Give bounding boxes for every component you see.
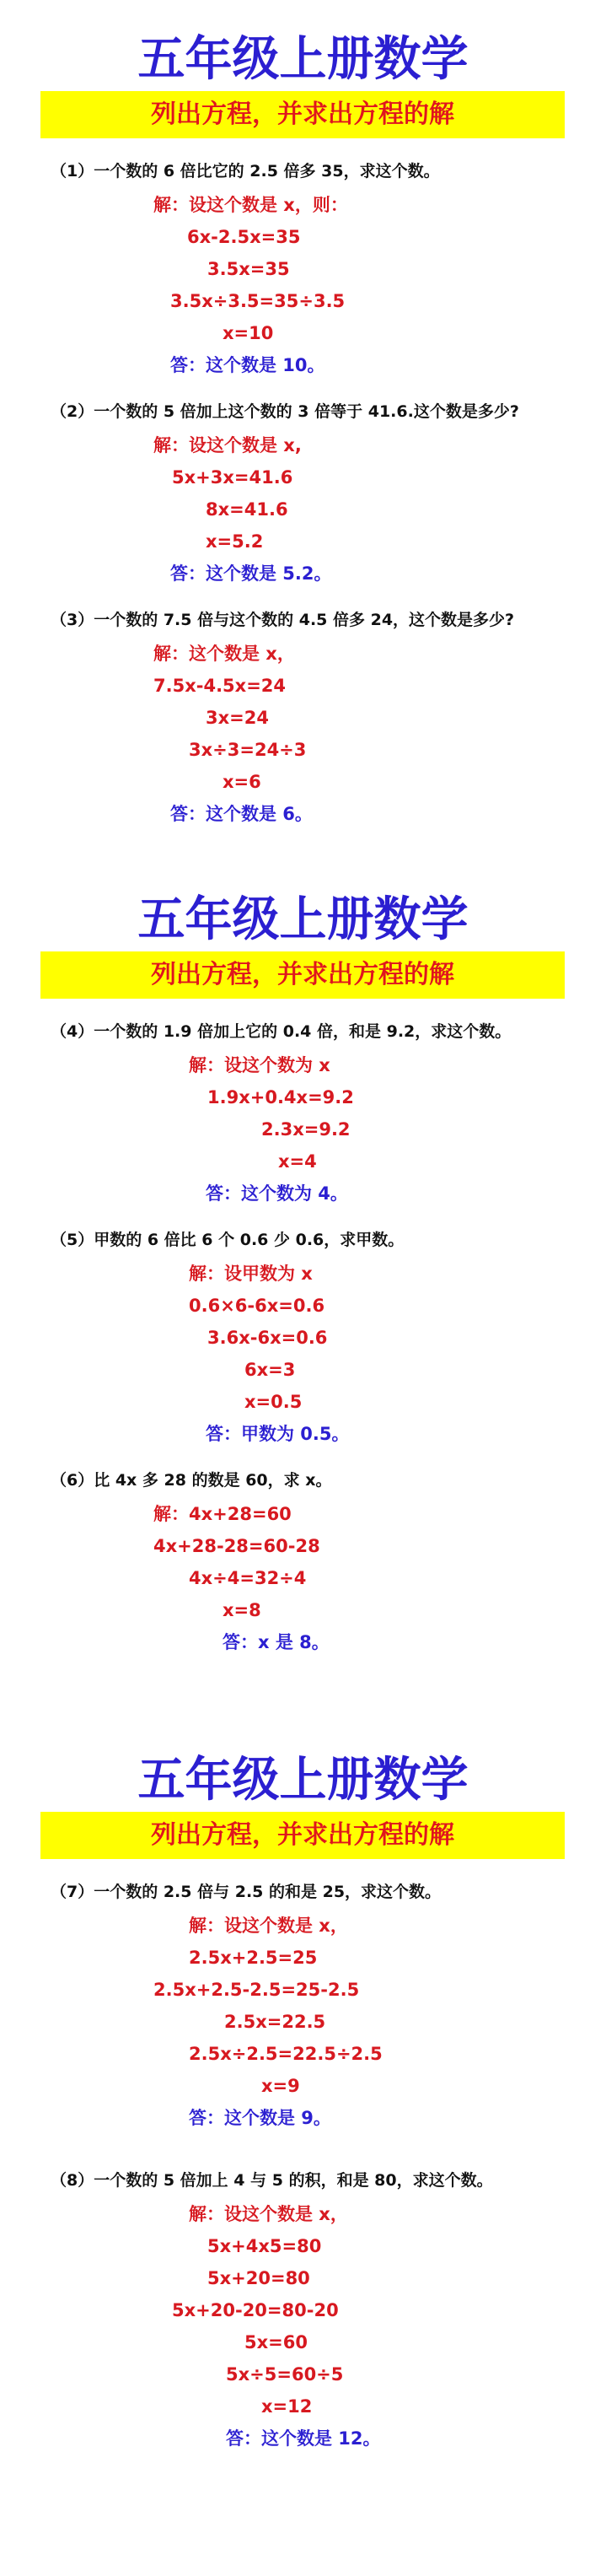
solution-step: 2.5x+2.5-2.5=25-2.5: [153, 1980, 360, 2000]
solution-step: 解：4x+28=60: [153, 1504, 292, 1524]
solution-step: 3x=24: [206, 708, 269, 728]
subtitle-banner: 列出方程，并求出方程的解: [40, 951, 565, 999]
answer-line: 答：这个数是 12。: [226, 2428, 381, 2449]
solution-step: 7.5x-4.5x=24: [153, 676, 287, 696]
solution-step: x=5.2: [206, 531, 264, 552]
solution-step: 2.3x=9.2: [261, 1119, 351, 1140]
answer-line: 答：这个数是 5.2。: [170, 563, 332, 584]
problem-question: （1）一个数的 6 倍比它的 2.5 倍多 35，求这个数。: [51, 162, 440, 181]
answer-line: 答：x 是 8。: [223, 1632, 330, 1652]
problem-question: （3）一个数的 7.5 倍与这个数的 4.5 倍多 24，这个数是多少?: [51, 611, 515, 629]
solution-step: 解：设这个数是 x,: [153, 435, 302, 455]
page-title: 五年级上册数学: [137, 892, 469, 947]
solution-step: 4x+28-28=60-28: [153, 1536, 320, 1556]
solution-step: 5x+20-20=80-20: [172, 2300, 339, 2320]
solution-step: 8x=41.6: [206, 499, 288, 520]
solution-step: 5x+20=80: [207, 2268, 310, 2288]
solution-step: 5x÷5=60÷5: [226, 2364, 344, 2385]
solution-step: 解：设这个数是 x，: [189, 2204, 348, 2224]
problem-question: （5）甲数的 6 倍比 6 个 0.6 少 0.6，求甲数。: [51, 1231, 405, 1249]
solution-step: 6x-2.5x=35: [187, 227, 301, 247]
solution-step: x=8: [223, 1600, 261, 1620]
page-title: 五年级上册数学: [137, 1752, 469, 1808]
solution-step: 6x=3: [244, 1360, 296, 1380]
solution-step: 解：设这个数是 x，: [189, 1916, 348, 1936]
solution-step: x=9: [261, 2076, 300, 2096]
solution-step: 0.6×6-6x=0.6: [189, 1296, 325, 1316]
solution-step: 3.6x-6x=0.6: [207, 1328, 328, 1348]
solution-step: 5x=60: [244, 2332, 308, 2352]
solution-step: 2.5x+2.5=25: [189, 1948, 318, 1968]
solution-step: 5x+4x5=80: [207, 2236, 322, 2256]
solution-step: 4x÷4=32÷4: [189, 1568, 307, 1588]
solution-step: 1.9x+0.4x=9.2: [207, 1087, 354, 1107]
page-title: 五年级上册数学: [137, 31, 469, 87]
subtitle-banner: 列出方程，并求出方程的解: [40, 1812, 565, 1859]
answer-line: 答：甲数为 0.5。: [206, 1424, 350, 1444]
solution-step: 3.5x÷3.5=35÷3.5: [170, 291, 346, 311]
subtitle-banner: 列出方程，并求出方程的解: [40, 91, 565, 138]
answer-line: 答：这个数为 4。: [206, 1183, 348, 1204]
solution-step: 解：设甲数为 x: [189, 1264, 313, 1284]
solution-step: x=4: [278, 1151, 317, 1172]
problem-question: （2）一个数的 5 倍加上这个数的 3 倍等于 41.6.这个数是多少?: [51, 402, 519, 421]
answer-line: 答：这个数是 6。: [170, 804, 313, 824]
solution-step: 2.5x÷2.5=22.5÷2.5: [189, 2044, 383, 2064]
solution-step: x=0.5: [244, 1392, 303, 1412]
answer-line: 答：这个数是 10。: [170, 355, 325, 375]
solution-step: x=6: [223, 772, 261, 792]
solution-step: x=12: [261, 2396, 313, 2417]
problem-question: （6）比 4x 多 28 的数是 60，求 x。: [51, 1471, 332, 1490]
solution-step: 解：设这个数是 x，则：: [153, 195, 348, 215]
problem-question: （4）一个数的 1.9 倍加上它的 0.4 倍，和是 9.2，求这个数。: [51, 1022, 512, 1041]
problem-question: （7）一个数的 2.5 倍与 2.5 的和是 25，求这个数。: [51, 1883, 442, 1901]
solution-step: 5x+3x=41.6: [172, 467, 293, 488]
solution-step: 解：这个数是 x，: [153, 644, 295, 664]
solution-step: 2.5x=22.5: [224, 2012, 326, 2032]
answer-line: 答：这个数是 9。: [189, 2108, 331, 2128]
solution-step: 解：设这个数为 x: [189, 1055, 330, 1075]
solution-step: 3.5x=35: [207, 259, 290, 279]
problem-question: （8）一个数的 5 倍加上 4 与 5 的积，和是 80，求这个数。: [51, 2171, 493, 2190]
solution-step: 3x÷3=24÷3: [189, 740, 307, 760]
solution-step: x=10: [223, 323, 274, 343]
